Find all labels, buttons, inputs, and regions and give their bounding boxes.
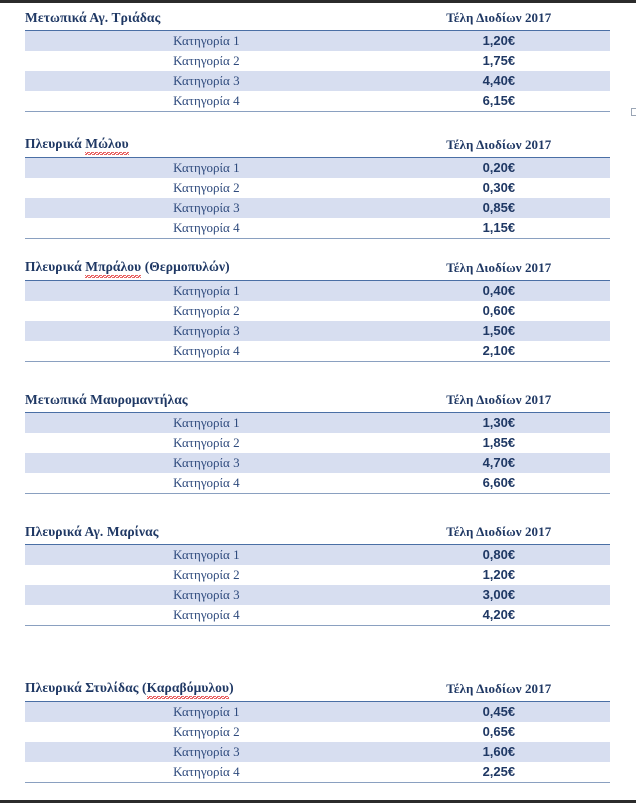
fee-header: Τέλη Διοδίων 2017 [388,390,610,413]
category-label: Κατηγορία 4 [25,473,388,494]
toll-table [25,257,610,362]
fee-value: 6,60€ [388,473,610,494]
fee-value: 0,80€ [482,547,516,562]
fee-value: 0,40€ [482,283,516,298]
table-row [25,31,610,52]
fee-value: 4,40€ [482,73,516,88]
fee-value: 4,20€ [388,605,610,626]
category-label: Κατηγορία 1 [173,160,240,175]
category-label: Κατηγορία 4 [25,605,388,626]
table-gap [0,494,636,522]
table-row [25,605,610,626]
category-label: Κατηγορία 4 [25,762,388,783]
table-gap [0,239,636,257]
fee-value: 0,20€ [482,160,516,175]
table-row [25,702,610,723]
fee-value: 3,00€ [482,587,516,602]
toll-table-block-6 [0,678,636,783]
station-title: Μετωπικά Αγ. Τριάδας [25,10,161,25]
category-label: Κατηγορία 4 [25,91,388,112]
fee-header: Τέλη Διοδίων 2017 [388,522,610,545]
station-header-cell [25,257,388,281]
category-label: Κατηγορία 2 [173,567,240,582]
fee-value: 0,60€ [482,303,516,318]
table-row [25,453,610,473]
toll-table-block-4 [0,390,636,494]
category-label: Κατηγορία 2 [173,53,240,68]
toll-table [25,8,610,112]
fee-value: 1,20€ [482,567,516,582]
fee-value: 2,10€ [388,341,610,362]
station-title-misspelled: Μώλου [85,134,129,155]
category-label: Κατηγορία 3 [173,455,240,470]
table-row [25,91,610,112]
table-gap-large [0,626,636,678]
fee-value: 4,70€ [482,455,516,470]
category-label: Κατηγορία 2 [173,180,240,195]
category-label: Κατηγορία 3 [173,323,240,338]
toll-table [25,522,610,626]
fee-value: 1,75€ [482,53,516,68]
table-row [25,762,610,783]
toll-table [25,390,610,494]
toll-table [25,134,610,239]
table-header-row [25,8,610,31]
table-row [25,433,610,453]
table-header-row [25,134,610,158]
table-header-row [25,678,610,702]
table-row [25,218,610,239]
fee-value: 0,45€ [482,704,516,719]
table-gap [0,362,636,390]
table-row [25,301,610,321]
table-row [25,321,610,341]
fee-value: 1,60€ [482,744,516,759]
category-label: Κατηγορία 2 [173,303,240,318]
document-page [0,3,636,783]
category-label: Κατηγορία 3 [173,73,240,88]
station-header-cell [25,134,388,158]
table-header-row [25,257,610,281]
table-row [25,71,610,91]
toll-table-block-5 [0,522,636,626]
fee-value: 6,15€ [388,91,610,112]
fee-value: 0,30€ [482,180,516,195]
fee-value: 1,20€ [482,33,516,48]
fee-header: Τέλη Διοδίων 2017 [388,134,610,158]
table-row [25,722,610,742]
table-row [25,742,610,762]
fee-header: Τέλη Διοδίων 2017 [388,678,610,702]
table-row [25,341,610,362]
fee-value: 1,30€ [482,415,516,430]
station-title-misspelled: Καραβόμυλου [147,678,230,699]
station-title [25,134,129,155]
table-header-row [25,390,610,413]
station-title-suffix: ) [229,680,234,695]
station-title: Πλευρικά Αγ. Μαρίνας [25,524,159,539]
station-title [25,257,230,278]
category-label: Κατηγορία 1 [173,283,240,298]
station-title: Μετωπικά Μαυρομαντήλας [25,392,188,407]
station-title-suffix: (Θερμοπυλών) [141,259,230,274]
station-title [25,678,234,699]
category-label: Κατηγορία 3 [173,744,240,759]
table-row [25,473,610,494]
toll-table [25,678,610,783]
table-header-row [25,522,610,545]
station-title-prefix: Πλευρικά [25,136,86,151]
table-row [25,178,610,198]
category-label: Κατηγορία 1 [173,415,240,430]
station-title-prefix: Πλευρικά Στυλίδας ( [25,680,147,695]
fee-header: Τέλη Διοδίων 2017 [388,8,610,31]
station-title-misspelled: Μπράλου [85,257,141,278]
fee-value: 0,85€ [482,200,516,215]
table-row [25,158,610,179]
station-header-cell [25,522,388,545]
fee-value: 1,50€ [482,323,516,338]
station-header-cell [25,390,388,413]
station-title-prefix: Πλευρικά [25,259,86,274]
fee-value: 1,85€ [482,435,516,450]
table-row [25,585,610,605]
category-label: Κατηγορία 3 [173,587,240,602]
category-label: Κατηγορία 3 [173,200,240,215]
table-row [25,413,610,434]
toll-table-block-2 [0,134,636,239]
table-resize-handle[interactable] [631,108,636,116]
table-gap [0,112,636,134]
toll-table-block-1 [0,8,636,112]
category-label: Κατηγορία 4 [25,341,388,362]
fee-value: 2,25€ [388,762,610,783]
category-label: Κατηγορία 1 [173,704,240,719]
fee-value: 0,65€ [482,724,516,739]
station-header-cell [25,8,388,31]
table-row [25,281,610,302]
table-row [25,565,610,585]
toll-table-block-3 [0,257,636,362]
table-row [25,51,610,71]
category-label: Κατηγορία 1 [173,547,240,562]
table-row [25,545,610,566]
station-header-cell [25,678,388,702]
category-label: Κατηγορία 4 [25,218,388,239]
fee-header: Τέλη Διοδίων 2017 [388,257,610,281]
category-label: Κατηγορία 2 [173,724,240,739]
table-row [25,198,610,218]
category-label: Κατηγορία 1 [173,33,240,48]
fee-value: 1,15€ [388,218,610,239]
category-label: Κατηγορία 2 [173,435,240,450]
